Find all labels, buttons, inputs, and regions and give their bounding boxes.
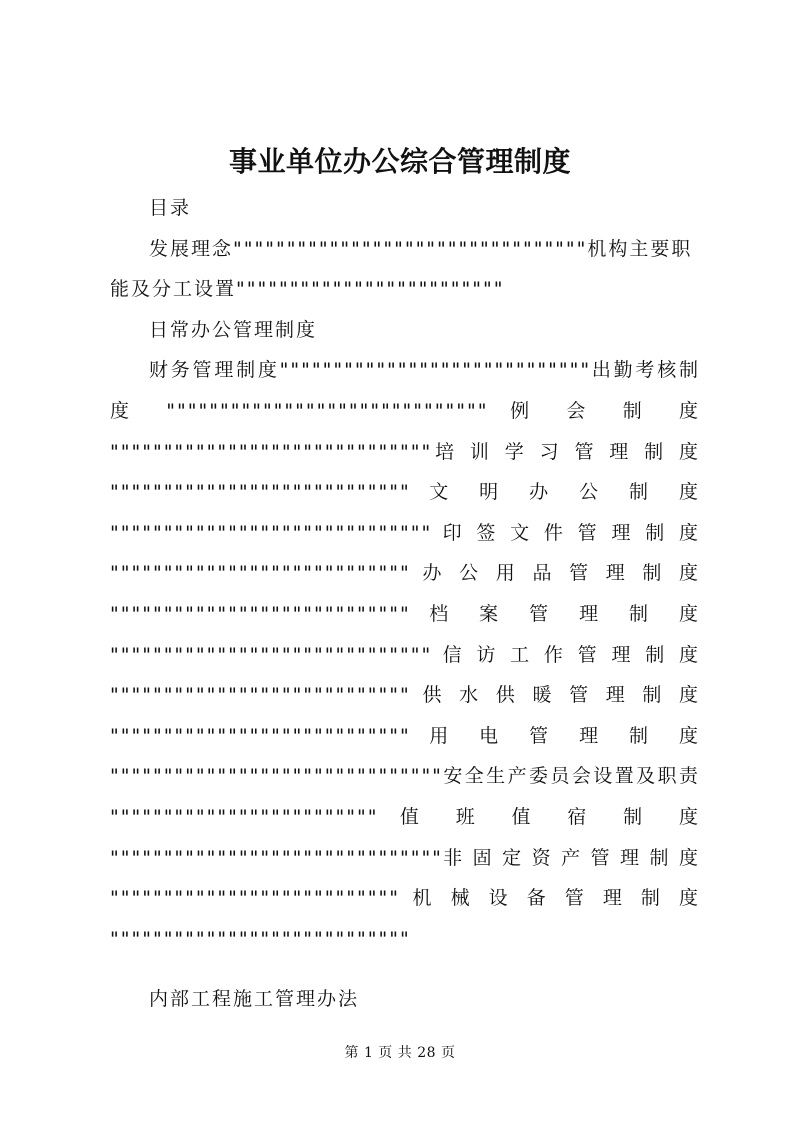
toc-line: """""""""""""""""""""""""""""""非 固 定 资 产 管 理 制 度 [110, 846, 700, 869]
toc-line: """""""""""""""""""""""""""""""安全生产委员会设置及职责 [110, 765, 700, 788]
paragraph-2 [110, 350, 700, 959]
paragraph-1: 发展理念"""""""""""""""""""""""""""""""""机构主要职能及分工设置""""""""""""""""""""""""" [110, 237, 693, 301]
toc-line: """""""""""""""""""""""""""""" 印 签 文 件 管 理 制 度 [110, 521, 700, 544]
toc-line: """""""""""""""""""""""""""""" 信 访 工 作 管 理 制 度 [110, 643, 700, 666]
toc-line: 财务管理制度"""""""""""""""""""""""""""""出勤考核制 [149, 359, 700, 382]
toc-line: """""""""""""""""""""""""""" 文 明 办 公 制 度 [110, 481, 700, 504]
page-footer: 第 1 页 共 28 页 [344, 1045, 456, 1061]
section-heading-daily-office: 日常办公管理制度 [149, 318, 318, 341]
section-heading-construction: 内部工程施工管理办法 [149, 988, 360, 1011]
toc-line: """"""""""""""""""""""""""""""培 训 学 习 管 理 制 度 [110, 440, 700, 463]
toc-line: """""""""""""""""""""""""""" 供 水 供 暖 管 理 制 度 [110, 684, 700, 707]
document-body [110, 188, 700, 1020]
document-title: 事业单位办公综合管理制度 [228, 145, 571, 178]
toc-line: """""""""""""""""""""""""""" 办 公 用 品 管 理 制 度 [110, 562, 700, 585]
toc-line: """"""""""""""""""""""""""" 机 械 设 备 管 理 制 度 [110, 887, 700, 910]
toc-line: """"""""""""""""""""""""" 值 班 值 宿 制 度 [110, 805, 700, 828]
toc-line: 度 """""""""""""""""""""""""""""" 例 会 制 度 [110, 399, 700, 422]
toc-line-last: """""""""""""""""""""""""""" [110, 927, 411, 950]
toc-line: """""""""""""""""""""""""""" 用 电 管 理 制 度 [110, 724, 700, 747]
toc-label: 目录 [149, 197, 192, 219]
toc-line: """""""""""""""""""""""""""" 档 案 管 理 制 度 [110, 602, 700, 625]
